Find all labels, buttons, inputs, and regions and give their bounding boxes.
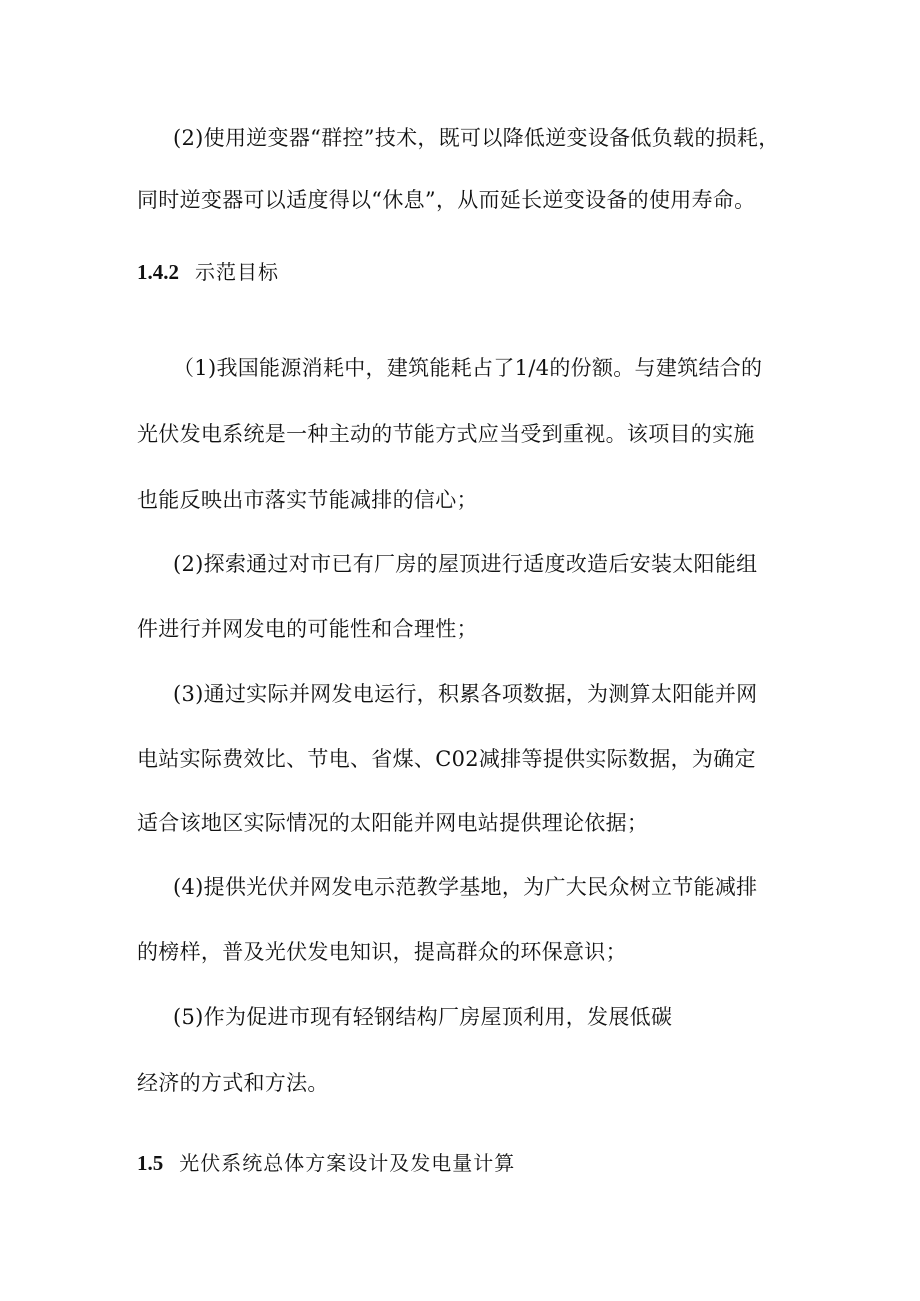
- section-title: 示范目标: [195, 260, 279, 284]
- paragraph-line: 经济的方式和方法。: [137, 1071, 329, 1095]
- paragraph-line: 适合该地区实际情况的太阳能并网电站提供理论依据；: [137, 811, 649, 835]
- paragraph-line: 同时逆变器可以适度得以“休息”，从而延长逆变设备的使用寿命。: [137, 188, 756, 212]
- section-title: 光伏系统总体方案设计及发电量计算: [179, 1151, 516, 1175]
- paragraph-line: 光伏发电系统是一种主动的节能方式应当受到重视。该项目的实施: [137, 422, 755, 446]
- paragraph-line: 也能反映出市落实节能减排的信心；: [137, 488, 478, 512]
- paragraph-line: (2)使用逆变器“群控”技术，既可以降低逆变设备低负载的损耗，: [173, 126, 780, 150]
- section-heading-1-5: [137, 1149, 515, 1177]
- section-number: 1.4.2: [137, 260, 179, 284]
- paragraph-line: 电站实际费效比、节电、省煤、C02减排等提供实际数据，为确定: [137, 747, 756, 771]
- paragraph-line: (3)通过实际并网发电运行，积累各项数据，为测算太阳能并网: [173, 682, 758, 706]
- paragraph-line: 的榜样，普及光伏发电知识，提高群众的环保意识；: [137, 940, 627, 964]
- paragraph-line: (5)作为促进市现有轻钢结构厂房屋顶利用，发展低碳: [173, 1005, 673, 1029]
- paragraph-line: (2)探索通过对市已有厂房的屋顶进行适度改造后安装太阳能组: [173, 552, 758, 576]
- section-heading-1-4-2: [137, 258, 279, 286]
- paragraph-line: （1)我国能源消耗中，建筑能耗占了1/4的份额。与建筑结合的: [173, 356, 763, 380]
- paragraph-line: 件进行并网发电的可能性和合理性；: [137, 617, 478, 641]
- paragraph-line: (4)提供光伏并网发电示范教学基地，为广大民众树立节能减排: [173, 875, 758, 899]
- section-number: 1.5: [137, 1151, 164, 1175]
